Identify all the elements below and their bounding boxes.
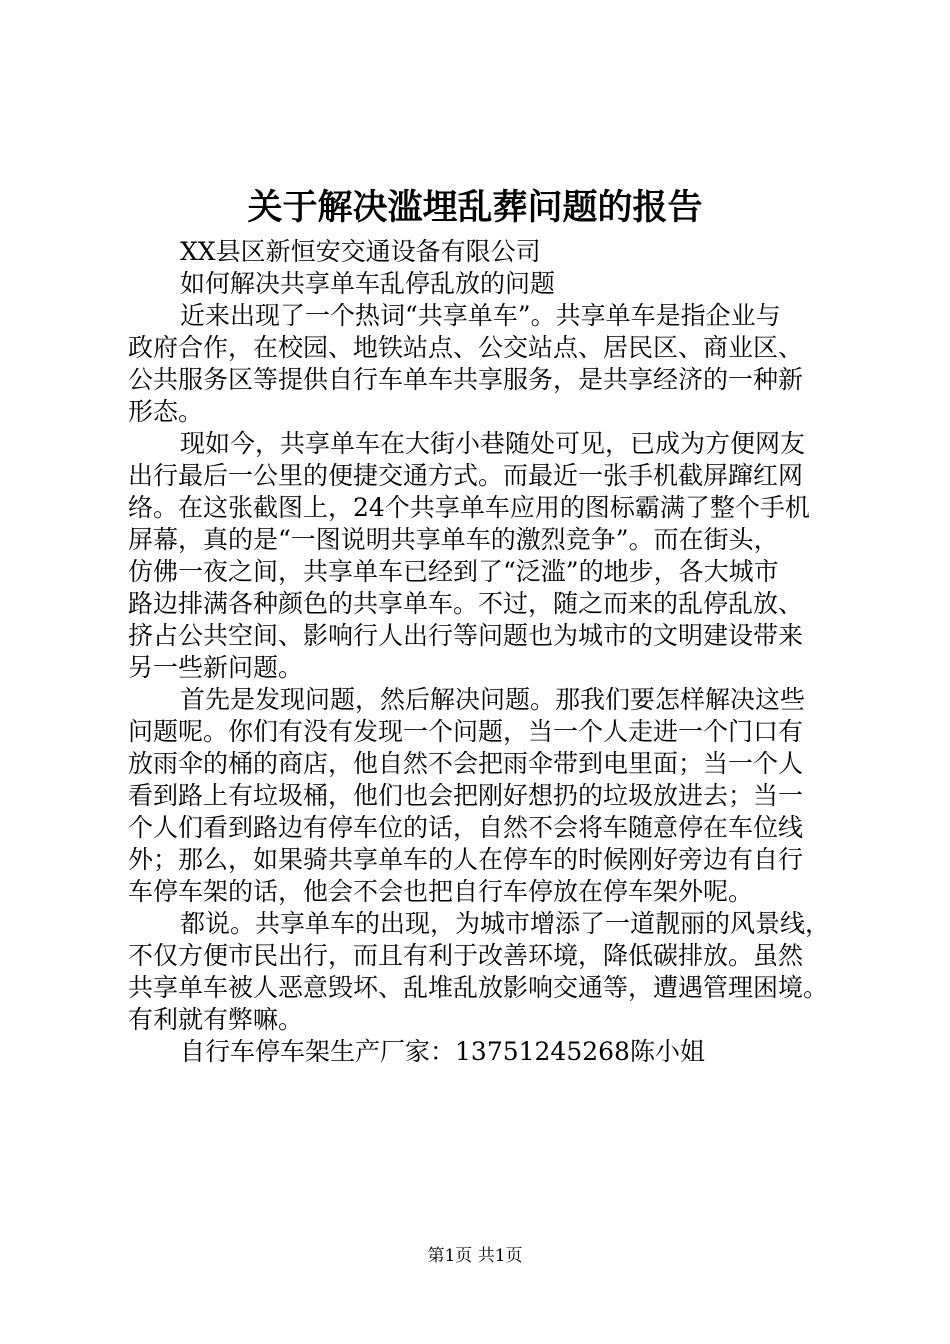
text-line: 都说。共享单车的出现，为城市增添了一道靓丽的风景线， bbox=[180, 909, 831, 938]
text-line: 近来出现了一个热词“共享单车”。共享单车是指企业与 bbox=[180, 301, 781, 330]
text-line: 挤占公共空间、影响行人出行等问题也为城市的文明建设带来 bbox=[128, 621, 804, 650]
text-line: 首先是发现问题，然后解决问题。那我们要怎样解决这些 bbox=[180, 685, 806, 714]
text-line: 有利就有弊嘛。 bbox=[128, 1005, 304, 1034]
text-line: 现如今，共享单车在大街小巷随处可见，已成为方便网友 bbox=[180, 429, 806, 458]
text-line: 车停车架的话，他会不会也把自行车停放在停车架外呢。 bbox=[128, 877, 754, 906]
text-line: 不仅方便市民出行，而且有利于改善环境，降低碳排放。虽然 bbox=[128, 941, 804, 970]
text-line: 看到路上有垃圾桶，他们也会把刚好想扔的垃圾放进去；当一 bbox=[128, 781, 804, 810]
text-line: 公共服务区等提供自行车单车共享服务，是共享经济的一种新 bbox=[128, 365, 804, 394]
document-title: 关于解决滥埋乱葬问题的报告 bbox=[247, 187, 703, 228]
text-line: 政府合作，在校园、地铁站点、公交站点、居民区、商业区、 bbox=[128, 333, 804, 362]
text-line: 出行最后一公里的便捷交通方式。而最近一张手机截屏蹿红网 bbox=[128, 461, 804, 490]
text-line: 问题呢。你们有没有发现一个问题，当一个人走进一个门口有 bbox=[128, 717, 804, 746]
text-line: 自行车停车架生产厂家：13751245268陈小姐 bbox=[180, 1037, 705, 1066]
text-line: 个人们看到路边有停车位的话，自然不会将车随意停在车位线 bbox=[128, 813, 804, 842]
text-line: 络。在这张截图上，24个共享单车应用的图标霸满了整个手机 bbox=[128, 493, 810, 522]
text-line: XX县区新恒安交通设备有限公司 bbox=[180, 237, 541, 266]
page-footer: 第1页 共1页 bbox=[427, 1246, 523, 1266]
text-line: 放雨伞的桶的商店，他自然不会把雨伞带到电里面；当一个人 bbox=[128, 749, 804, 778]
text-line: 路边排满各种颜色的共享单车。不过，随之而来的乱停乱放、 bbox=[128, 589, 804, 618]
document-body bbox=[128, 236, 843, 1068]
text-line: 屏幕，真的是“一图说明共享单车的激烈竞争”。而在街头， bbox=[128, 525, 779, 554]
text-line: 外；那么，如果骑共享单车的人在停车的时候刚好旁边有自行 bbox=[128, 845, 804, 874]
text-line: 共享单车被人恶意毁坏、乱堆乱放影响交通等，遭遇管理困境。 bbox=[128, 973, 829, 1002]
text-line: 形态。 bbox=[128, 397, 204, 426]
text-line: 仿佛一夜之间，共享单车已经到了“泛滥”的地步，各大城市 bbox=[128, 557, 779, 586]
text-line: 如何解决共享单车乱停乱放的问题 bbox=[180, 269, 556, 298]
text-line: 另一些新问题。 bbox=[128, 653, 304, 682]
